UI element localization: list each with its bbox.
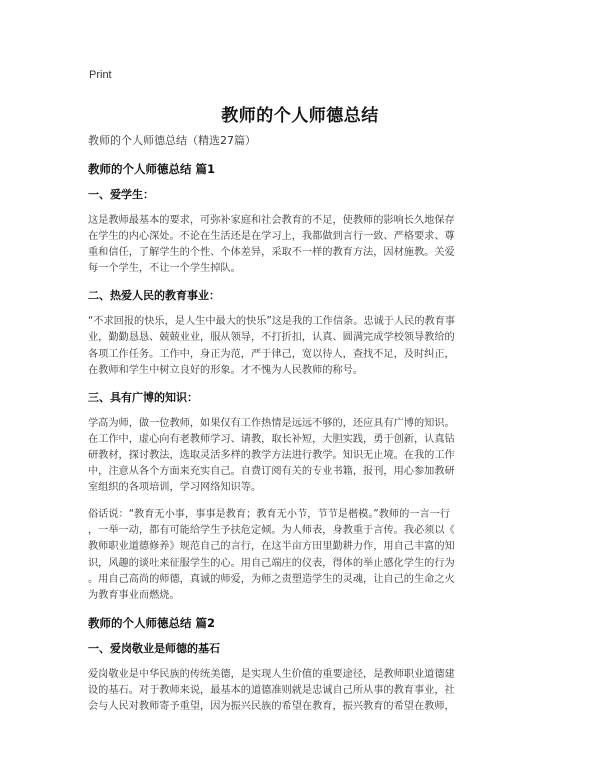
document-title: 教师的个人师德总结 bbox=[221, 106, 379, 126]
print-link[interactable]: Print bbox=[89, 69, 112, 81]
section-heading: 三、具有广博的知识： bbox=[88, 390, 198, 404]
section-title: 教师的个人师德总结 篇1 bbox=[88, 162, 216, 176]
document-body bbox=[88, 133, 516, 726]
paragraph: 俗话说：“教育无小事，事事是教育；教育无小节，节节是楷模。”教师的一言一行 ，一举一动，都有可能给学生予扶危定倾。为人师表，身教重于言传。我必须以《 教师职业道德修养》规范自己的言行，在这半亩方田里勤耕力作，用自己丰富的知 识，风趣的谈吐来征服学生的心。用自己端庄的仪表，得体的举止感化学生的行为 。用自己高尚的师德，真诚的师爱，为师之责塑造学生的灵魂，让自己的生命之火 为教育事业而燃烧。 bbox=[88, 509, 455, 601]
section-heading: 一、爱岗敬业是师德的基石 bbox=[88, 641, 220, 655]
paragraph: 这是教师最基本的要求，可弥补家庭和社会教育的不足，使教师的影响长久地保存 在学生的内心深处。不论在生活还是在学习上，我都做到言行一致、严格要求、尊 重和信任，了解学生的个性、个体差异，采取不一样的教育方法，因材施教。关爱 每一个学生，不让一个学生掉队。 bbox=[88, 215, 455, 275]
section-heading: 一、爱学生： bbox=[88, 188, 154, 201]
document-subtitle: 教师的个人师德总结（精选27篇） bbox=[88, 134, 256, 147]
section-heading: 二、热爱人民的教育事业： bbox=[88, 289, 220, 303]
paragraph: 爱岗敬业是中华民族的传统美德，是实现人生价值的重要途径，是教师职业道德建 设的基石。对于教师来说，最基本的道德准则就是忠诚自己所从事的教育事业，社 会与人民对教师寄予重望，因为振兴民族的希望在教育，振兴教育的希望在教师， bbox=[88, 668, 455, 712]
paragraph: “不求回报的快乐，是人生中最大的快乐”这是我的工作信条。忠诚于人民的教育事 业，勤勤恳恳、兢兢业业，服从领导，不打折扣，认真、圆满完成学校领导教给的 各项工作任务。工作中，身正为范，严于律己，宽以待人，查找不足，及时纠正， 在教师和学生中树立良好的形象。才不愧为人民教师的称号。 bbox=[88, 316, 456, 376]
section-title: 教师的个人师德总结 篇2 bbox=[88, 615, 216, 630]
paragraph: 学高为师，做一位教师，如果仅有工作热情是远远不够的，还应具有广博的知识。 在工作中，虚心向有老教师学习、请教，取长补短，大胆实践，勇于创新，认真钻 研教材，探讨教法，选取灵活多样的教学方法进行教学。知识无止境。在我的工作 中，注意从各个方面来充实自己。自费订阅有关的专业书籍，报刊，用心参加教研 室组织的各项培训，学习网络知识等。 bbox=[88, 417, 455, 494]
